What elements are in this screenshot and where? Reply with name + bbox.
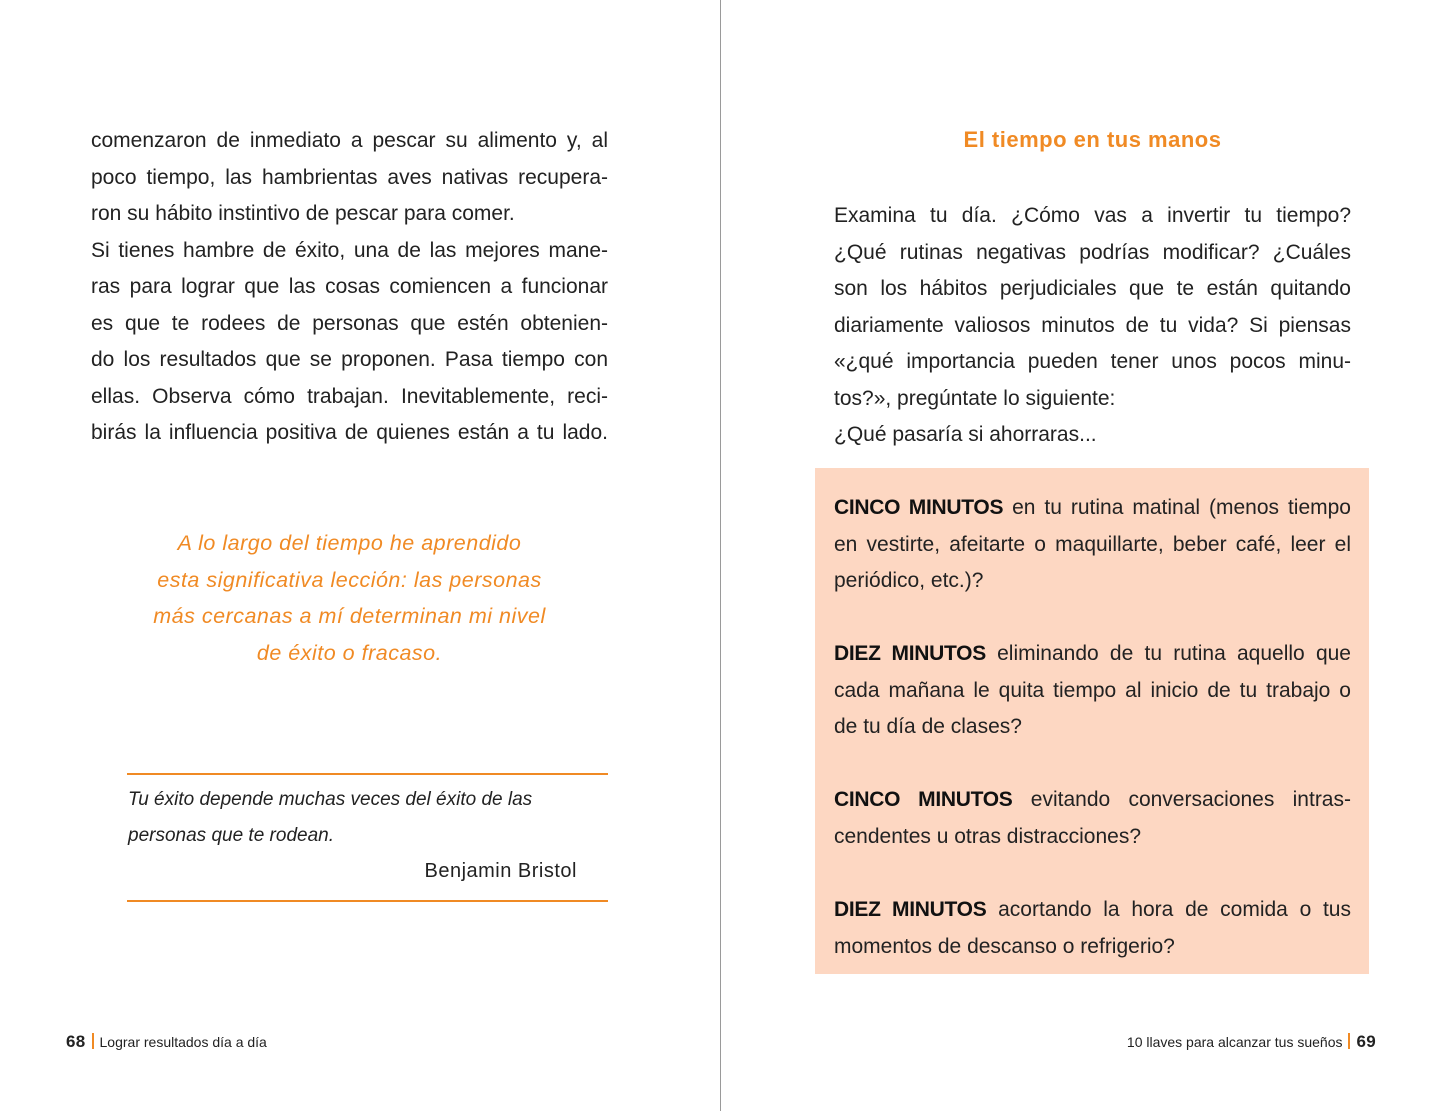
page-gutter-divider bbox=[720, 0, 721, 1111]
box-line: en vestirte, afeitarte o maquillarte, beber café, leer el bbox=[834, 532, 1351, 556]
body-line: Si tienes hambre de éxito, una de las mejores mane- bbox=[91, 238, 608, 262]
page-number: 69 bbox=[1356, 1032, 1376, 1051]
box-line: cendentes u otras distracciones? bbox=[834, 824, 1142, 848]
box-line bbox=[834, 782, 1351, 819]
body-line: «¿qué importancia pueden tener unos pocos minu- bbox=[834, 350, 1351, 373]
footer-separator bbox=[92, 1033, 94, 1049]
page-number: 68 bbox=[66, 1032, 86, 1051]
section-title: Lograr resultados día a día bbox=[99, 1034, 267, 1050]
box-line-text: en tu rutina matinal (menos tiempo bbox=[1003, 496, 1351, 519]
body-line: comenzaron de inmediato a pescar su alimento y, al bbox=[91, 129, 608, 152]
body-line: poco tiempo, las hambrientas aves nativas recupera- bbox=[91, 165, 608, 189]
box-line-text: evitando conversaciones intras- bbox=[1012, 788, 1351, 811]
box-line: de tu día de clases? bbox=[834, 715, 1022, 738]
book-title: 10 llaves para alcanzar tus sueños bbox=[1126, 1034, 1343, 1050]
section-heading: El tiempo en tus manos bbox=[963, 127, 1222, 152]
body-line: ron su hábito instintivo de pescar para comer. bbox=[91, 202, 515, 225]
box-line: cada mañana le quita tiempo al inicio de tu trabajo o bbox=[834, 678, 1351, 702]
epigraph-top-rule bbox=[127, 773, 608, 775]
body-line: son los hábitos perjudiciales que te están quitando bbox=[834, 277, 1351, 300]
body-line: do los resultados que se proponen. Pasa tiempo con bbox=[91, 348, 608, 371]
emphasis-text: CINCO MINUTOS bbox=[834, 496, 1004, 519]
right-footer bbox=[1127, 1030, 1376, 1054]
body-line: ellas. Observa cómo trabajan. Inevitablemente, reci- bbox=[91, 384, 608, 408]
box-line-text: acortando la hora de comida o tus bbox=[986, 898, 1351, 921]
left-footer bbox=[66, 1030, 267, 1054]
body-line: es que te rodees de personas que estén obtenien- bbox=[91, 311, 608, 335]
pull-quote-line: de éxito o fracaso. bbox=[256, 640, 443, 665]
box-line: momentos de descanso o refrigerio? bbox=[834, 934, 1175, 958]
box-line bbox=[834, 490, 1351, 527]
body-line: diariamente valiosos minutos de tu vida? Si piensas bbox=[834, 313, 1351, 337]
body-line: birás la influencia positiva de quienes están a tu lado. bbox=[91, 421, 608, 444]
epigraph-bottom-rule bbox=[127, 900, 608, 902]
epigraph-author: Benjamin Bristol bbox=[424, 860, 577, 882]
emphasis-text: DIEZ MINUTOS bbox=[834, 898, 987, 921]
pull-quote-line: más cercanas a mí determinan mi nivel bbox=[153, 604, 546, 628]
body-line: Examina tu día. ¿Cómo vas a invertir tu tiempo? bbox=[834, 204, 1351, 227]
footer-separator bbox=[1348, 1033, 1350, 1049]
body-line: ¿Qué rutinas negativas podrías modificar? ¿Cuáles bbox=[834, 240, 1351, 264]
body-line: tos?», pregúntate lo siguiente: bbox=[834, 386, 1116, 410]
body-line: ¿Qué pasaría si ahorraras... bbox=[834, 423, 1097, 446]
emphasis-text: CINCO MINUTOS bbox=[834, 788, 1013, 811]
box-line-text: eliminando de tu rutina aquello que bbox=[985, 642, 1351, 665]
pull-quote-line: esta significativa lección: las personas bbox=[157, 567, 542, 592]
box-line bbox=[834, 892, 1351, 929]
body-line: ras para lograr que las cosas comiencen a funcionar bbox=[91, 275, 608, 298]
epigraph-line: Tu éxito depende muchas veces del éxito de las bbox=[128, 789, 533, 810]
emphasis-text: DIEZ MINUTOS bbox=[834, 642, 986, 665]
pull-quote-line: A lo largo del tiempo he aprendido bbox=[177, 531, 522, 555]
epigraph-line: personas que te rodean. bbox=[128, 824, 334, 846]
box-line bbox=[834, 636, 1351, 673]
box-line: periódico, etc.)? bbox=[834, 569, 984, 592]
